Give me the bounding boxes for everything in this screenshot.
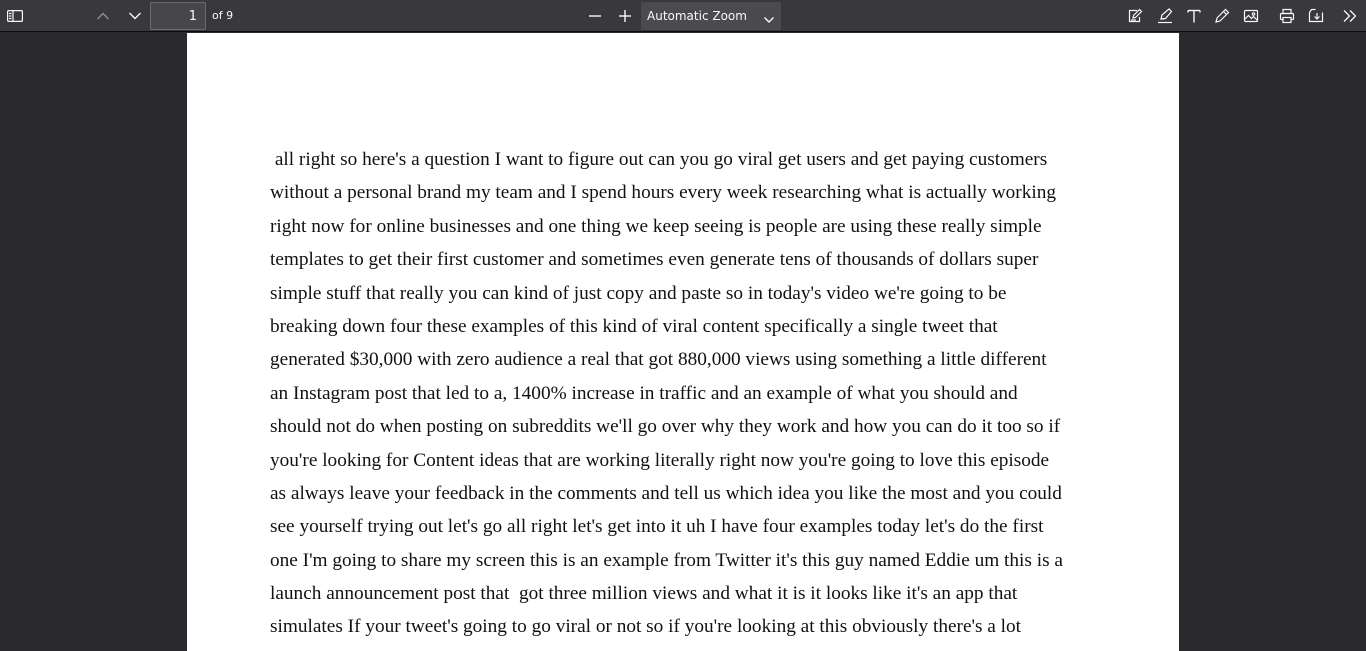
page-text xyxy=(270,143,1110,644)
printer-icon xyxy=(1279,8,1295,24)
text-line: you're looking for Content ideas that are working literally right now you're going to love this episode xyxy=(270,449,1050,471)
highlight-button[interactable] xyxy=(1151,2,1179,30)
zoom-in-button[interactable] xyxy=(611,2,639,30)
pdf-toolbar xyxy=(0,0,1366,32)
minus-icon xyxy=(588,9,602,23)
text-line: as always leave your feedback in the comments and tell us which idea you like the most and you could xyxy=(270,482,1062,504)
text-line: see yourself trying out let's go all right let's get into it uh I have four examples today let's do the first xyxy=(270,516,1044,538)
document-viewer[interactable] xyxy=(0,32,1366,651)
tools-menu-button[interactable] xyxy=(1336,2,1364,30)
zoom-out-button[interactable] xyxy=(581,2,609,30)
pdf-page xyxy=(187,33,1179,651)
page-number-input[interactable] xyxy=(150,2,206,30)
print-button[interactable] xyxy=(1273,2,1301,30)
text-line: one I'm going to share my screen this is an example from Twitter it's this guy named Eddie um this is a xyxy=(270,549,1063,571)
edit-form-button[interactable] xyxy=(1121,2,1149,30)
add-text-button[interactable] xyxy=(1180,2,1208,30)
chevron-down-icon xyxy=(128,11,142,21)
highlighter-icon xyxy=(1157,8,1173,24)
text-line: breaking down four these examples of this kind of viral content specifically a single tweet that xyxy=(270,315,998,337)
text-line: right now for online businesses and one thing we keep seeing is people are using these really simple xyxy=(270,215,1042,237)
zoom-select[interactable] xyxy=(641,2,781,30)
save-button[interactable] xyxy=(1302,2,1330,30)
pen-icon xyxy=(1214,8,1230,24)
chevron-down-icon xyxy=(763,10,775,29)
text-line: without a personal brand my team and I spend hours every week researching what is actually working xyxy=(270,182,1057,204)
document-edit-icon xyxy=(1127,8,1143,24)
add-image-button[interactable] xyxy=(1237,2,1265,30)
download-icon xyxy=(1308,8,1324,24)
draw-button[interactable] xyxy=(1208,2,1236,30)
image-icon xyxy=(1243,8,1259,24)
text-line: all right so here's a question I want to figure out can you go viral get users and get paying customers xyxy=(270,149,1048,170)
chevron-up-icon xyxy=(96,11,110,21)
previous-page-button[interactable] xyxy=(89,2,117,30)
text-line: an Instagram post that led to a, 1400% increase in traffic and an example of what you should and xyxy=(270,382,1018,404)
text-icon xyxy=(1186,8,1202,24)
zoom-select-value: Automatic Zoom xyxy=(647,9,747,23)
page-count-label: of 9 xyxy=(212,9,234,22)
text-line: launch announcement post that got three million views and what it is it looks like it's an app that xyxy=(270,583,1018,605)
sidebar-toggle-icon xyxy=(7,9,23,23)
text-line: simple stuff that really you can kind of just copy and paste so in today's video we're going to be xyxy=(270,282,1007,304)
text-line: simulates If your tweet's going to go viral or not so if you're looking at this obviously there's a lot xyxy=(270,616,1022,638)
plus-icon xyxy=(618,9,632,23)
text-line: should not do when posting on subreddits we'll go over why they work and how you can do it too so if xyxy=(270,416,1061,438)
next-page-button[interactable] xyxy=(121,2,149,30)
sidebar-toggle-button[interactable] xyxy=(1,2,29,30)
double-chevron-right-icon xyxy=(1342,9,1358,23)
text-line: templates to get their first customer and sometimes even generate tens of thousands of dollars super xyxy=(270,249,1039,271)
text-line: generated $30,000 with zero audience a real that got 880,000 views using something a little different xyxy=(270,349,1047,371)
